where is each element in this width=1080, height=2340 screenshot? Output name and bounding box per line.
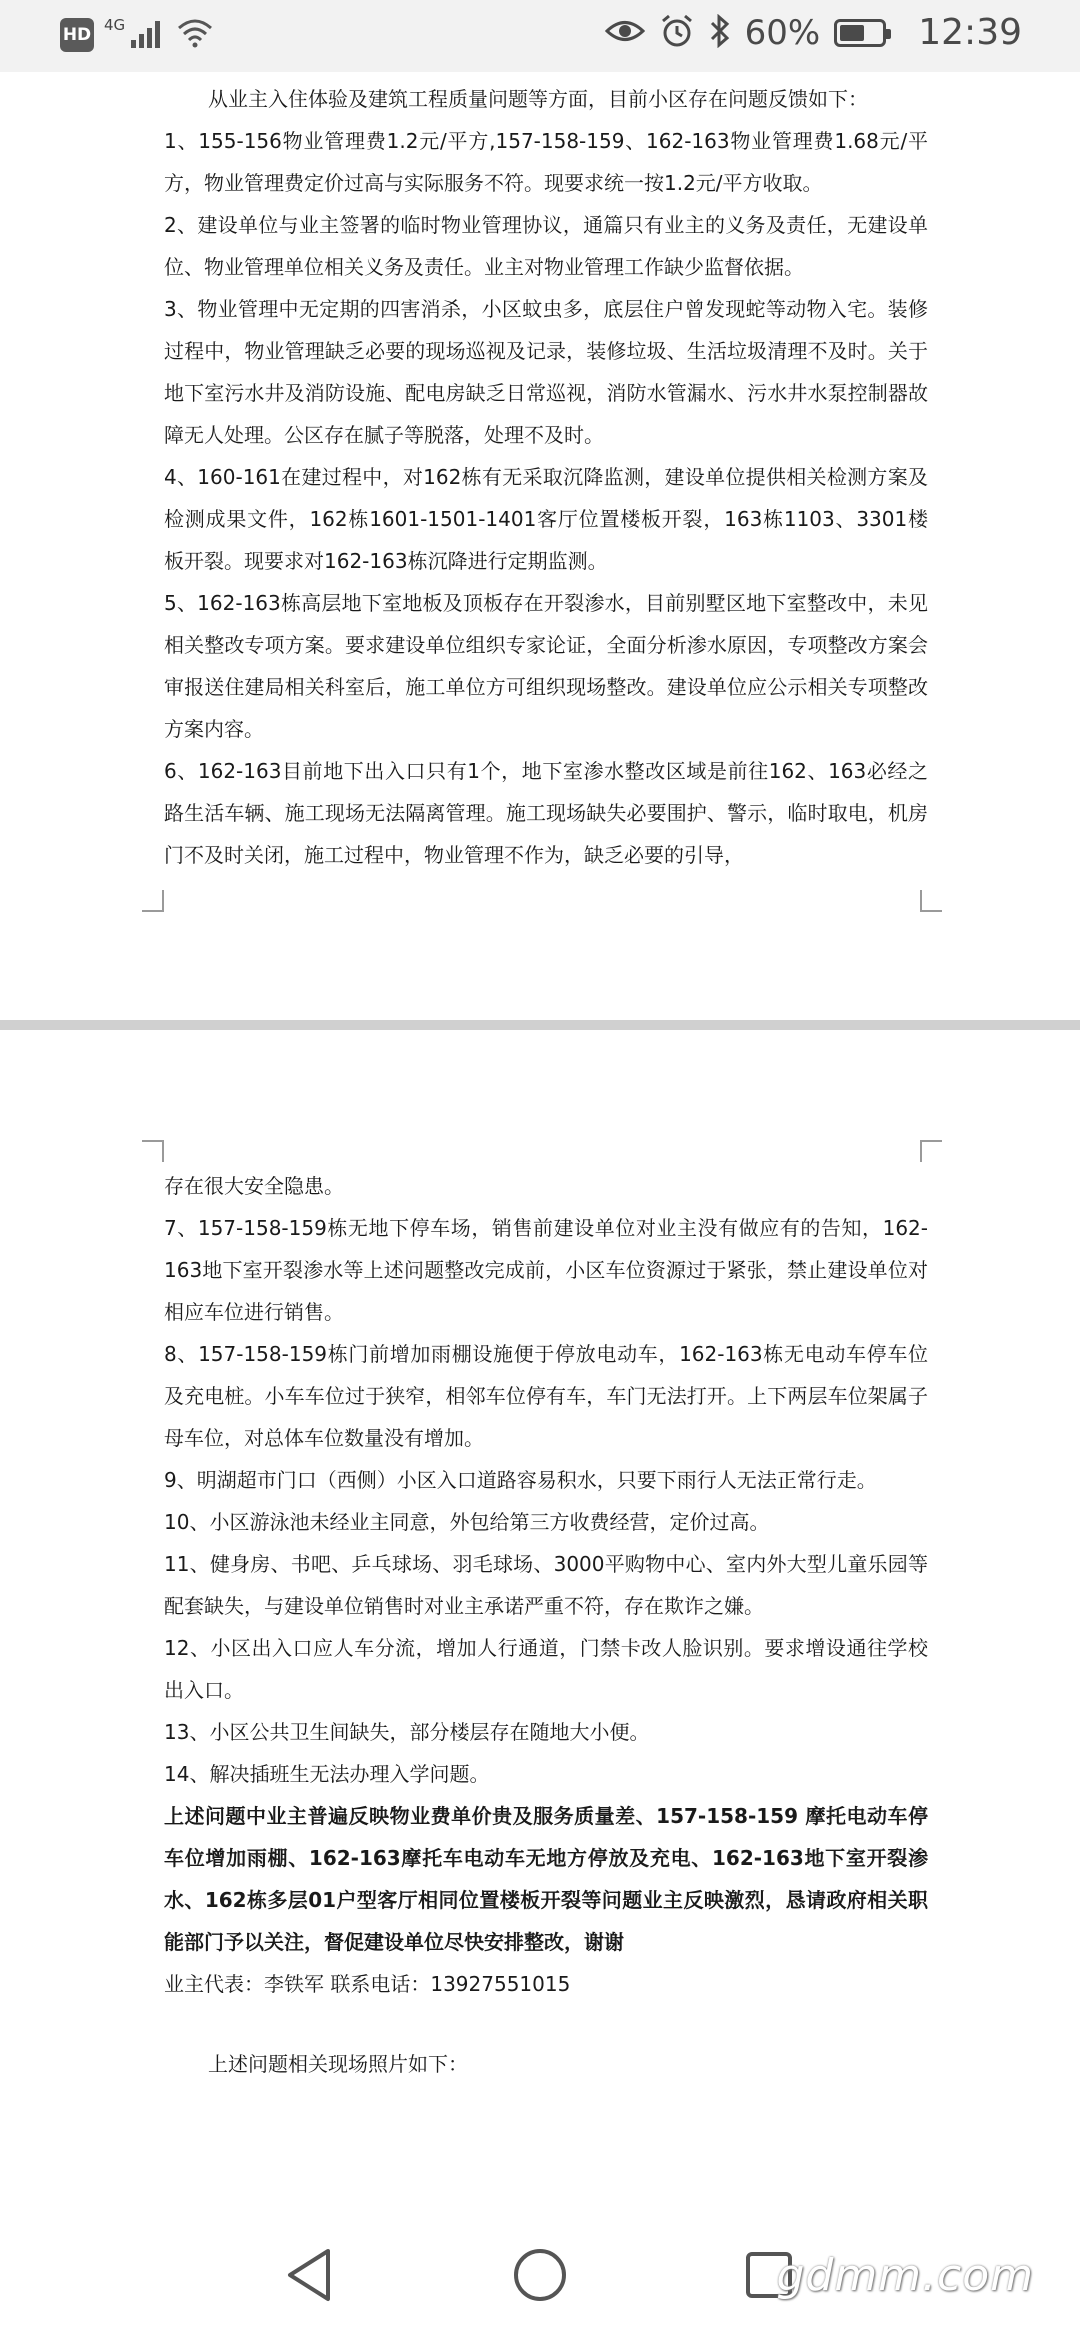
status-left <box>60 18 213 52</box>
watermark: gdmm.com <box>776 2250 1034 2301</box>
home-icon <box>512 2247 568 2307</box>
issue-7: 7、157-158-159栋无地下停车场，销售前建设单位对业主没有做应有的告知，162-163地下室开裂渗水等上述问题整改完成前，小区车位资源过于紧张，禁止建设单位对相应车位进行销售。 <box>164 1216 928 1324</box>
document-page-2 <box>164 1165 928 2085</box>
hd-badge: HD <box>60 18 94 52</box>
issue-8: 8、157-158-159栋门前增加雨棚设施便于停放电动车，162-163栋无电动车停车位及充电桩。小车车位过于狭窄，相邻车位停有车，车门无法打开。上下两层车位架属子母车位，对总体车位数量没有增加。 <box>164 1342 928 1450</box>
contact-line: 业主代表：李铁军 联系电话：13927551015 <box>164 1972 571 1996</box>
crop-mark <box>142 890 164 912</box>
battery-icon <box>834 19 886 47</box>
alarm-icon <box>659 13 695 53</box>
eye-icon <box>605 16 645 50</box>
crop-mark <box>142 1140 164 1162</box>
back-button[interactable] <box>274 2242 344 2312</box>
issue-12: 12、小区出入口应人车分流，增加人行通道，门禁卡改人脸识别。要求增设通往学校出入口。 <box>164 1636 928 1702</box>
issue-4: 4、160-161在建过程中，对162栋有无采取沉降监测，建设单位提供相关检测方案及检测成果文件，162栋1601-1501-1401客厅位置楼板开裂，163栋1103、3301楼板开裂。现要求对162-163栋沉降进行定期监测。 <box>164 465 928 573</box>
navigation-bar <box>0 2220 1080 2340</box>
summary-paragraph: 上述问题中业主普遍反映物业费单价贵及服务质量差、157-158-159 摩托电动车停车位增加雨棚、162-163摩托车电动车无地方停放及充电、162-163地下室开裂渗水、162栋多层01户型客厅相同位置楼板开裂等问题业主反映激烈，恳请政府相关职能部门予以关注，督促建设单位尽快安排整改，谢谢 <box>164 1804 928 1954</box>
back-icon <box>284 2247 334 2307</box>
intro-paragraph: 从业主入住体验及建筑工程质量问题等方面，目前小区存在问题反馈如下： <box>208 87 868 111</box>
issue-5: 5、162-163栋高层地下室地板及顶板存在开裂渗水，目前别墅区地下室整改中，未见相关整改专项方案。要求建设单位组织专家论证，全面分析渗水原因，专项整改方案会审报送住建局相关科室后，施工单位方可组织现场整改。建设单位应公示相关专项整改方案内容。 <box>164 591 928 741</box>
bluetooth-icon <box>709 14 731 52</box>
photo-intro: 上述问题相关现场照片如下： <box>208 2052 468 2076</box>
issue-9: 9、明湖超市门口（西侧）小区入口道路容易积水，只要下雨行人无法正常行走。 <box>164 1468 877 1492</box>
issue-6-continued: 存在很大安全隐患。 <box>164 1174 344 1198</box>
battery-fill <box>840 25 864 41</box>
issue-11: 11、健身房、书吧、乒乓球场、羽毛球场、3000平购物中心、室内外大型儿童乐园等配套缺失，与建设单位销售时对业主承诺严重不符，存在欺诈之嫌。 <box>164 1552 928 1618</box>
issue-2: 2、建设单位与业主签署的临时物业管理协议，通篇只有业主的义务及责任，无建设单位、物业管理单位相关义务及责任。业主对物业管理工作缺少监督依据。 <box>164 213 928 279</box>
network-type: 4G <box>104 16 126 34</box>
issue-6: 6、162-163目前地下出入口只有1个，地下室渗水整改区域是前往162、163必经之路生活车辆、施工现场无法隔离管理。施工现场缺失必要围护、警示，临时取电，机房门不及时关闭，施工过程中，物业管理不作为，缺乏必要的引导， <box>164 759 928 867</box>
issue-14: 14、解决插班生无法办理入学问题。 <box>164 1762 490 1786</box>
status-bar <box>0 0 1080 72</box>
issue-3: 3、物业管理中无定期的四害消杀，小区蚊虫多，底层住户曾发现蛇等动物入宅。装修过程中，物业管理缺乏必要的现场巡视及记录，装修垃圾、生活垃圾清理不及时。关于地下室污水井及消防设施、配电房缺乏日常巡视，消防水管漏水、污水井水泵控制器故障无人处理。公区存在腻子等脱落，处理不及时。 <box>164 297 928 447</box>
issue-10: 10、小区游泳池未经业主同意，外包给第三方收费经营，定价过高。 <box>164 1510 770 1534</box>
issue-1: 1、155-156物业管理费1.2元/平方,157-158-159、162-163物业管理费1.68元/平方，物业管理费定价过高与实际服务不符。现要求统一按1.2元/平方收取。 <box>164 129 928 195</box>
wifi-icon <box>177 18 213 52</box>
issue-13: 13、小区公共卫生间缺失，部分楼层存在随地大小便。 <box>164 1720 650 1744</box>
clock: 12:39 <box>918 12 1022 53</box>
crop-mark <box>920 1140 942 1162</box>
battery-percent: 60% <box>744 12 821 53</box>
signal-icon <box>129 18 167 52</box>
status-right <box>605 12 1022 53</box>
document-page-1 <box>164 78 928 876</box>
home-button[interactable] <box>505 2242 575 2312</box>
page-separator <box>0 1020 1080 1030</box>
crop-mark <box>920 890 942 912</box>
